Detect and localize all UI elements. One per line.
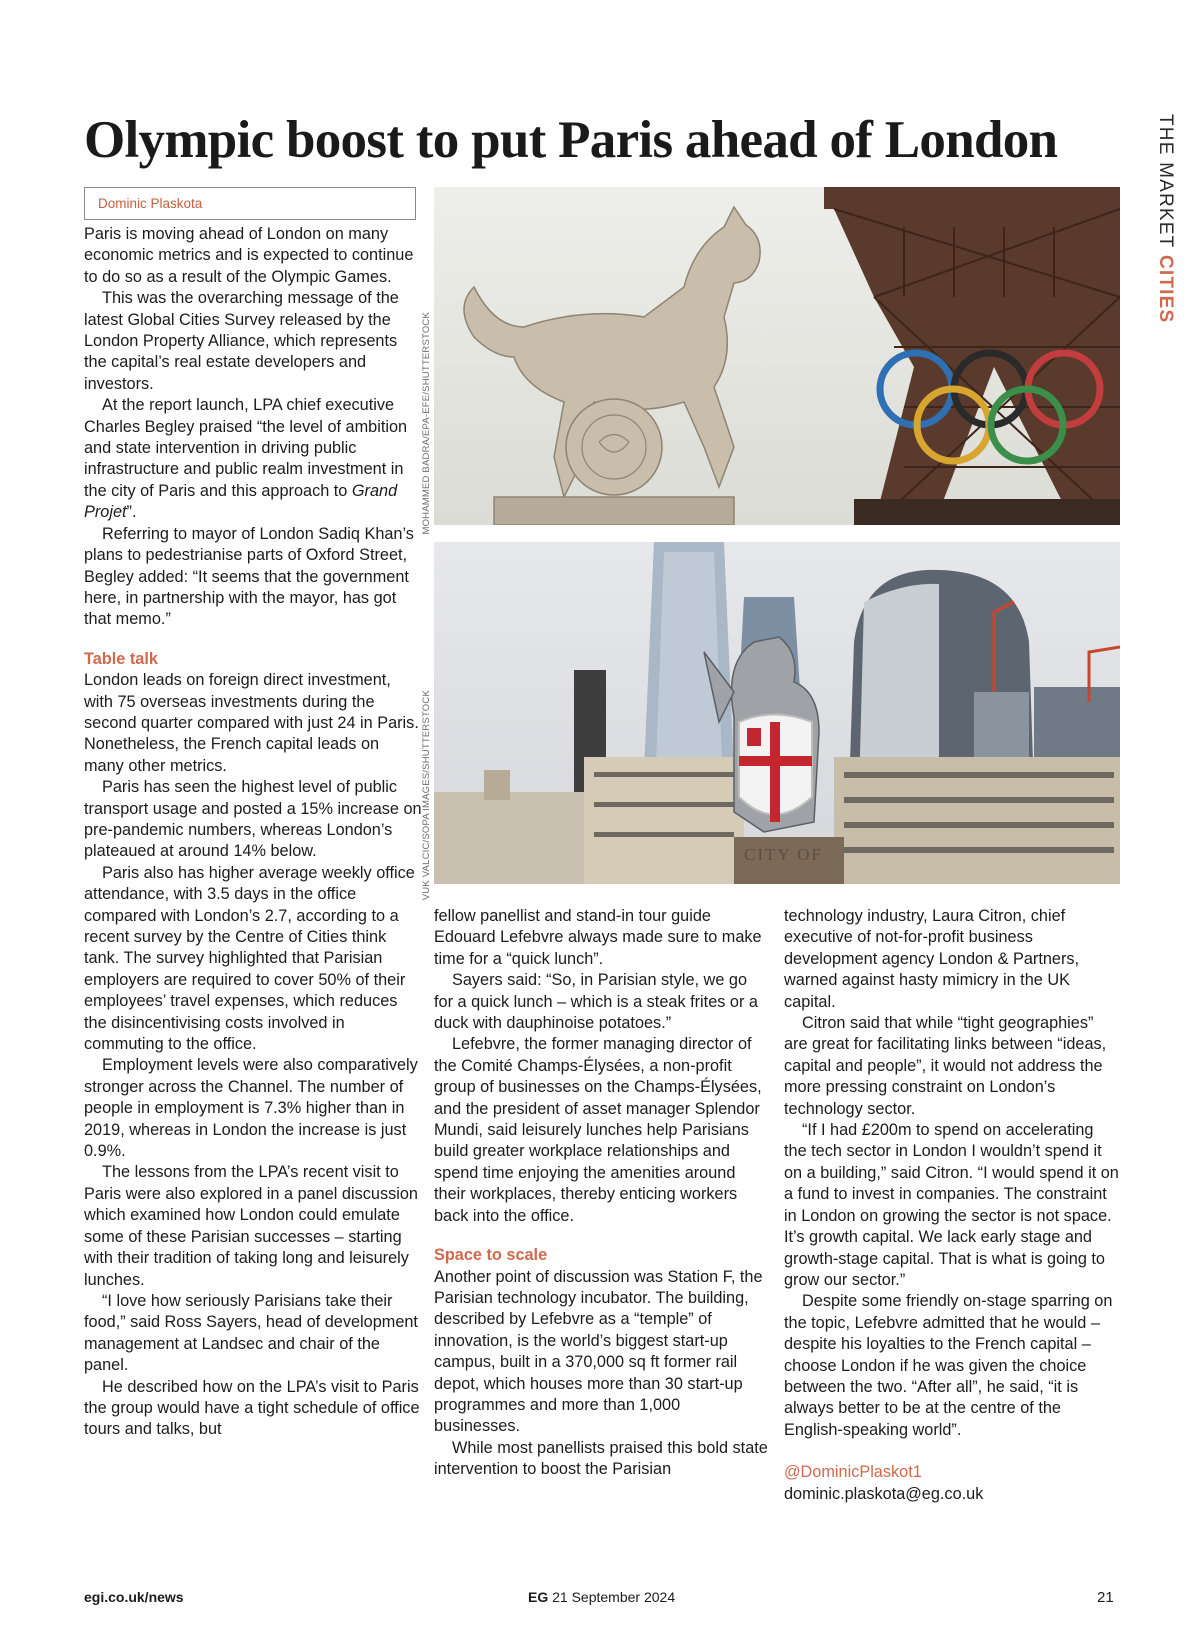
paragraph: Paris has seen the highest level of public transport usage and posted a 15% increase on pre-pandemic numbers, whereas London’s plateaued at around 14% below.	[84, 778, 422, 861]
section-tab-prefix: THE MARKET	[1155, 114, 1176, 249]
author-handle-line	[784, 1462, 1120, 1483]
paragraph: London leads on foreign direct investment, with 75 overseas investments during the second quarter compared with just 24 in Paris. Nonetheless, the French capital leads on many other metrics.	[84, 671, 419, 775]
paragraph: This was the overarching message of the latest Global Cities Survey released by the London Property Alliance, which represents the capital’s real estate developers and investors.	[84, 289, 399, 393]
article-column-1	[84, 224, 422, 1441]
paragraph: Another point of discussion was Station F, the Parisian technology incubator. The building, described by Lefebvre as a “temple” of innovation, is the world’s biggest start-up campus, built in a 370,000 sq ft former rail depot, which houses more than 30 start-up programmes and more than 1,000 businesses.	[434, 1267, 763, 1436]
photo-eiffel-tower-olympic-rings	[434, 187, 1120, 525]
footer-date: 21 September 2024	[552, 1589, 676, 1605]
section-tab-name: CITIES	[1155, 254, 1176, 324]
section-tab	[1154, 114, 1176, 323]
author-email[interactable]: dominic.plaskota@eg.co.uk	[784, 1484, 984, 1503]
footer-brand: EG	[528, 1589, 549, 1605]
paragraph: Employment levels were also comparatively stronger across the Channel. The number of people in employment is 7.3% higher than in 2019, whereas in London the increase is just 0.9%.	[84, 1056, 418, 1161]
footer-url[interactable]: egi.co.uk/news	[84, 1589, 184, 1605]
page-number: 21	[1097, 1589, 1114, 1606]
paragraph: Citron said that while “tight geographies” are great for facilitating links between “ideas, capital and people”, it would not address the more pressing constraint on London’s technology sector.	[784, 1014, 1107, 1118]
plinth-inscription: CITY OF	[744, 845, 824, 864]
subheading: Space to scale	[434, 1246, 548, 1265]
paragraph: Lefebvre, the former managing director of the Comité Champs-Élysées, a non-profit group of businesses on the Champs-Élysées, and the president of asset manager Splendor Mundi, said leisurely lunches help Parisians build greater workplace relationships and spend time enjoying the amenities around their workplaces, thereby enticing workers back into the office.	[434, 1035, 762, 1225]
paragraph-text: ”.	[126, 503, 137, 522]
article-column-3	[784, 906, 1120, 1505]
italic-title: Grand Projet	[84, 481, 398, 522]
paragraph: Referring to mayor of London Sadiq Khan’s plans to pedestrianise parts of Oxford Street, Begley added: “It seems that the government here, in partnership with the mayor, has got that memo.”	[84, 524, 414, 629]
paragraph: “I love how seriously Parisians take their food,” said Ross Sayers, head of development management at Landsec and chair of the panel.	[84, 1291, 418, 1375]
paragraph: The lessons from the LPA’s recent visit to Paris were also explored in a panel discussion which examined how London could emulate some of these Parisian successes – starting with their tradition of taking long and leisurely lunches.	[84, 1163, 418, 1289]
paragraph: He described how on the LPA’s visit to Paris the group would have a tight schedule of office tours and talks, but	[84, 1377, 420, 1439]
paragraph-text: At the report launch, LPA chief executive Charles Begley praised “the level of ambition and state intervention in driving public infrastructure and public realm investment in the city of Paris and this approach to	[84, 396, 408, 500]
byline: Dominic Plaskota	[84, 187, 416, 220]
paragraph: technology industry, Laura Citron, chief executive of not-for-profit business development agency London & Partners, warned against hasty mimicry in the UK capital.	[784, 907, 1080, 1011]
paragraph	[84, 395, 422, 523]
subheading: Table talk	[84, 649, 158, 668]
headline: Olympic boost to put Paris ahead of London	[84, 111, 1058, 169]
london-skyline-illustration	[434, 542, 1120, 884]
paragraph: Paris also has higher average weekly office attendance, with 3.5 days in the office compared with London’s 2.7, according to a recent survey by the Centre of Cities think tank. The survey highlighted that Parisian employers are required to cover 50% of their employees’ travel expenses, which reduces the disincentivising costs involved in commuting to the office.	[84, 863, 415, 1054]
photo-credit: VUK VALCIC/SOPA IMAGES/SHUTTERSTOCK	[421, 690, 432, 901]
photo-london-skyline-dragon	[434, 542, 1120, 884]
paragraph: Paris is moving ahead of London on many economic metrics and is expected to continue to do so as a result of the Olympic Games.	[84, 225, 414, 286]
paragraph: While most panellists praised this bold state intervention to boost the Parisian	[434, 1438, 768, 1479]
eiffel-horse-illustration	[434, 187, 1120, 525]
author-twitter-handle[interactable]: @DominicPlaskot1	[784, 1463, 922, 1482]
paragraph: Despite some friendly on-stage sparring on the topic, Lefebvre admitted that he would – despite his loyalties to the French capital – choose London if he was given the choice between the two. “After all”, he said, “it is always better to be at the centre of the English-speaking world”.	[784, 1292, 1113, 1439]
article-column-2	[434, 906, 768, 1481]
author-email-line	[784, 1484, 1120, 1505]
photo-credit: MOHAMMED BADRA/EPA-EFE/SHUTTERSTOCK	[421, 312, 432, 535]
paragraph: Sayers said: “So, in Parisian style, we go for a quick lunch – which is a steak frites or a duck with dauphinoise potatoes.”	[434, 971, 758, 1033]
footer-issue	[528, 1589, 675, 1605]
paragraph: fellow panellist and stand-in tour guide Edouard Lefebvre always made sure to make time for a “quick lunch”.	[434, 907, 762, 968]
paragraph: “If I had £200m to spend on accelerating the tech sector in London I wouldn’t spend it on a building,” said Citron. “I would spend it on a fund to invest in companies. The constraint in London on growing the sector is not space. It’s growth capital. We lack early stage and growth-stage capital. That is what is going to grow our sector.”	[784, 1121, 1119, 1289]
